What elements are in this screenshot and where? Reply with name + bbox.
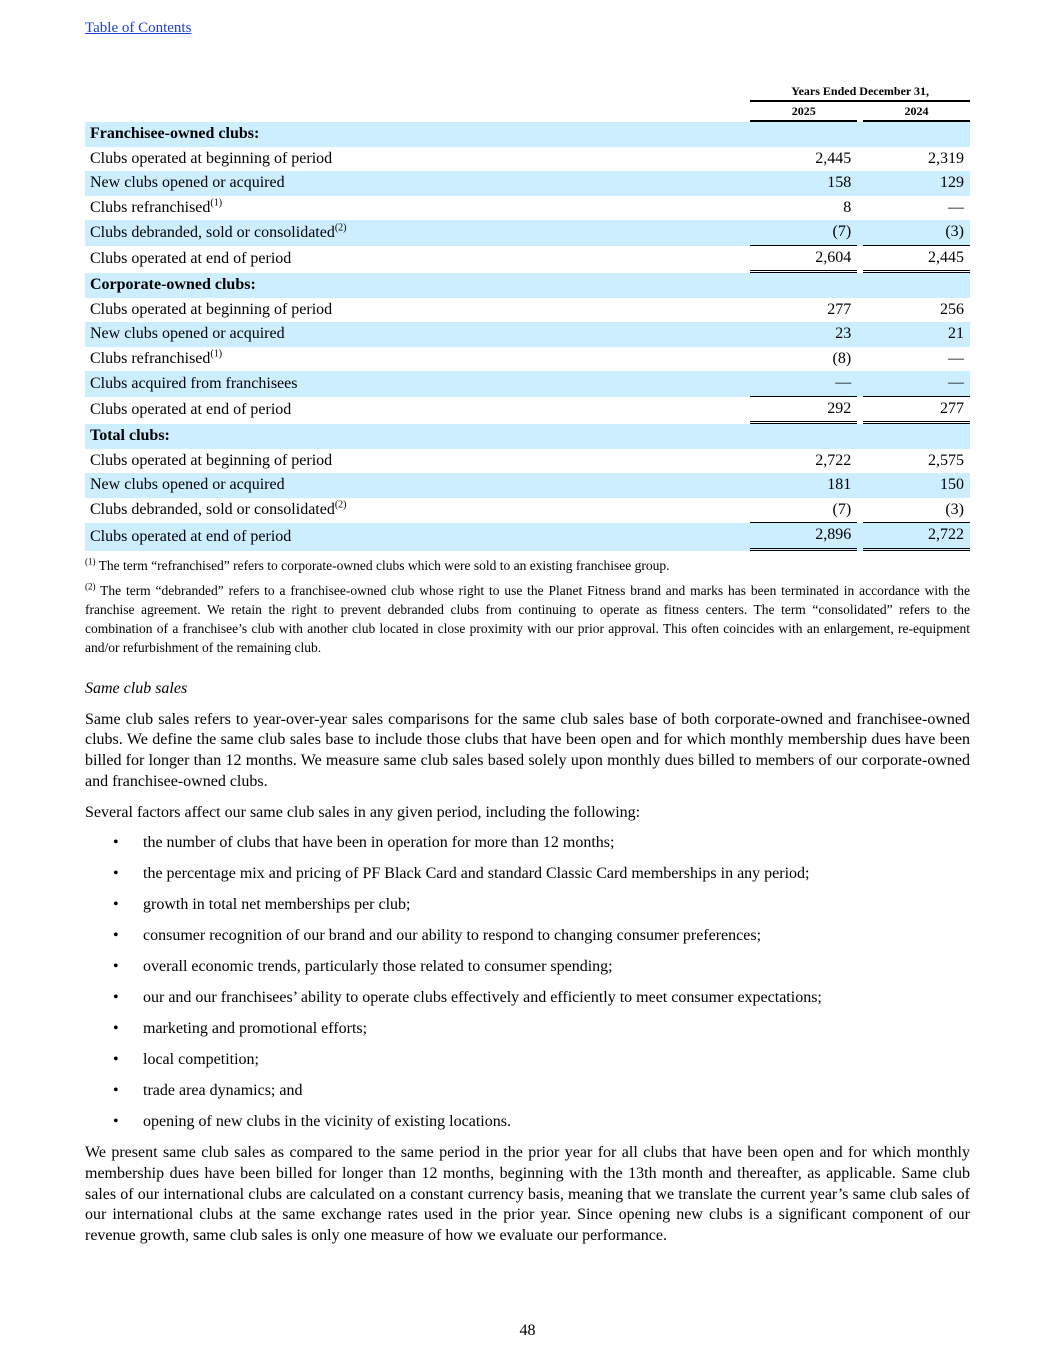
list-item: • local competition; [85, 1050, 970, 1071]
bullet-icon: • [113, 927, 119, 945]
bullet-icon: • [113, 1082, 119, 1100]
table-row: Clubs operated at beginning of period 2,722 2,575 [90, 451, 964, 469]
bullet-icon: • [113, 958, 119, 976]
footnote-ref: (1) [210, 197, 223, 209]
bullet-icon: • [113, 896, 119, 914]
list-item: • the number of clubs that have been in operation for more than 12 months; [85, 833, 970, 854]
bullet-icon: • [113, 1020, 119, 1038]
list-item: • consumer recognition of our brand and our ability to respond to changing consumer preferences; [85, 926, 970, 947]
section-heading: Same club sales [85, 680, 188, 697]
list-item: • marketing and promotional efforts; [85, 1019, 970, 1040]
table-row: Clubs operated at end of period 292 277 [85, 397, 970, 425]
list-item: • the percentage mix and pricing of PF Black Card and standard Classic Card memberships in any period; [85, 864, 970, 885]
footnotes [85, 556, 970, 663]
period-header: Years Ended December 31, [750, 82, 970, 102]
paragraph: Same club sales refers to year-over-year sales comparisons for the same club sales base of both corporate-owned and franchisee-owned clubs. We define the same club sales base to include those clubs that have been open and for which monthly membership dues have been billed for longer than 12 months. We measure same club sales based solely upon monthly dues billed to members of our corporate-owned and franchisee-owned clubs. [85, 710, 970, 790]
table-row: Clubs operated at end of period 2,604 2,445 [85, 246, 970, 274]
footnote-ref: (1) [210, 348, 223, 360]
list-item: • trade area dynamics; and [85, 1081, 970, 1102]
table-row: Clubs debranded, sold or consolidated$^{(2)}$ (7) (3) [85, 498, 970, 524]
footnote-2: $^{(2)}$ The term “debranded” refers to a franchisee-owned club whose right to use the Planet Fitness brand and marks has been terminated in accordance with the franchise agreement. We retain the right to prevent debranded clubs from continuing to operate as fitness centers. The term “consolidated” refers to the combination of a franchisee’s club with another club located in close proximity with our prior approval. This often coincides with an enlargement, re-equipment and/or refurbishment of the remaining club. [85, 581, 970, 655]
list-item: • overall economic trends, particularly those related to consumer spending; [85, 957, 970, 978]
table-row: Clubs operated at end of period 2,896 2,722 [85, 523, 970, 551]
footnote-ref: (2) [334, 499, 347, 511]
paragraph: Several factors affect our same club sales in any given period, including the following: [85, 803, 641, 821]
table-of-contents-link[interactable]: Table of Contents [85, 20, 192, 36]
bullet-icon: • [113, 1113, 119, 1131]
bullet-icon: • [113, 1051, 119, 1069]
table-row: Clubs operated at beginning of period 2,445 2,319 [90, 149, 964, 167]
table-row: New clubs opened or acquired 181 150 [85, 473, 970, 498]
list-item: • growth in total net memberships per club; [85, 895, 970, 916]
section-title: Franchisee-owned clubs: [85, 122, 750, 147]
table-row: Clubs refranchised$^{(1)}$ (8) — [90, 348, 964, 367]
club-count-table [85, 82, 970, 551]
bullet-icon: • [113, 834, 119, 852]
paragraph: We present same club sales as compared to the same period in the prior year for all clubs that have been open and for which monthly membership dues have been billed for longer than 12 months, beginning with the 13th month and thereafter, as applicable. Same club sales of our international clubs are calculated on a constant currency basis, meaning that we translate the current year’s same club sales of our international clubs at the same exchange rates used in the prior year. Since opening new clubs is a significant component of our revenue growth, same club sales is only one measure of how we evaluate our performance. [85, 1144, 970, 1245]
page-number: 48 [519, 1322, 536, 1339]
footnote-1: $^{(1)}$ The term “refranchised” refers to corporate-owned clubs which were sold to an existing franchisee group. [85, 556, 670, 573]
same-club-sales-section [85, 679, 970, 1257]
year-header-2024: 2024 [863, 102, 970, 122]
table-row: Clubs acquired from franchisees — — [85, 371, 970, 397]
bullet-icon: • [113, 865, 119, 883]
section-title: Total clubs: [85, 424, 750, 449]
table-row: New clubs opened or acquired 23 21 [85, 322, 970, 347]
list-item: • our and our franchisees’ ability to operate clubs effectively and efficiently to meet consumer expectations; [85, 988, 970, 1009]
footnote-ref: (2) [334, 222, 347, 234]
table-row: Clubs debranded, sold or consolidated$^{(2)}$ (7) (3) [85, 220, 970, 246]
year-header-2025: 2025 [750, 102, 857, 122]
table-row: New clubs opened or acquired 158 129 [85, 171, 970, 196]
list-item: • opening of new clubs in the vicinity of existing locations. [85, 1112, 970, 1133]
factors-list [85, 833, 970, 1133]
section-title: Corporate-owned clubs: [85, 273, 750, 298]
table-row: Clubs operated at beginning of period 277 256 [90, 300, 964, 318]
bullet-icon: • [113, 989, 119, 1007]
table-row: Clubs refranchised$^{(1)}$ 8 — [90, 197, 964, 216]
